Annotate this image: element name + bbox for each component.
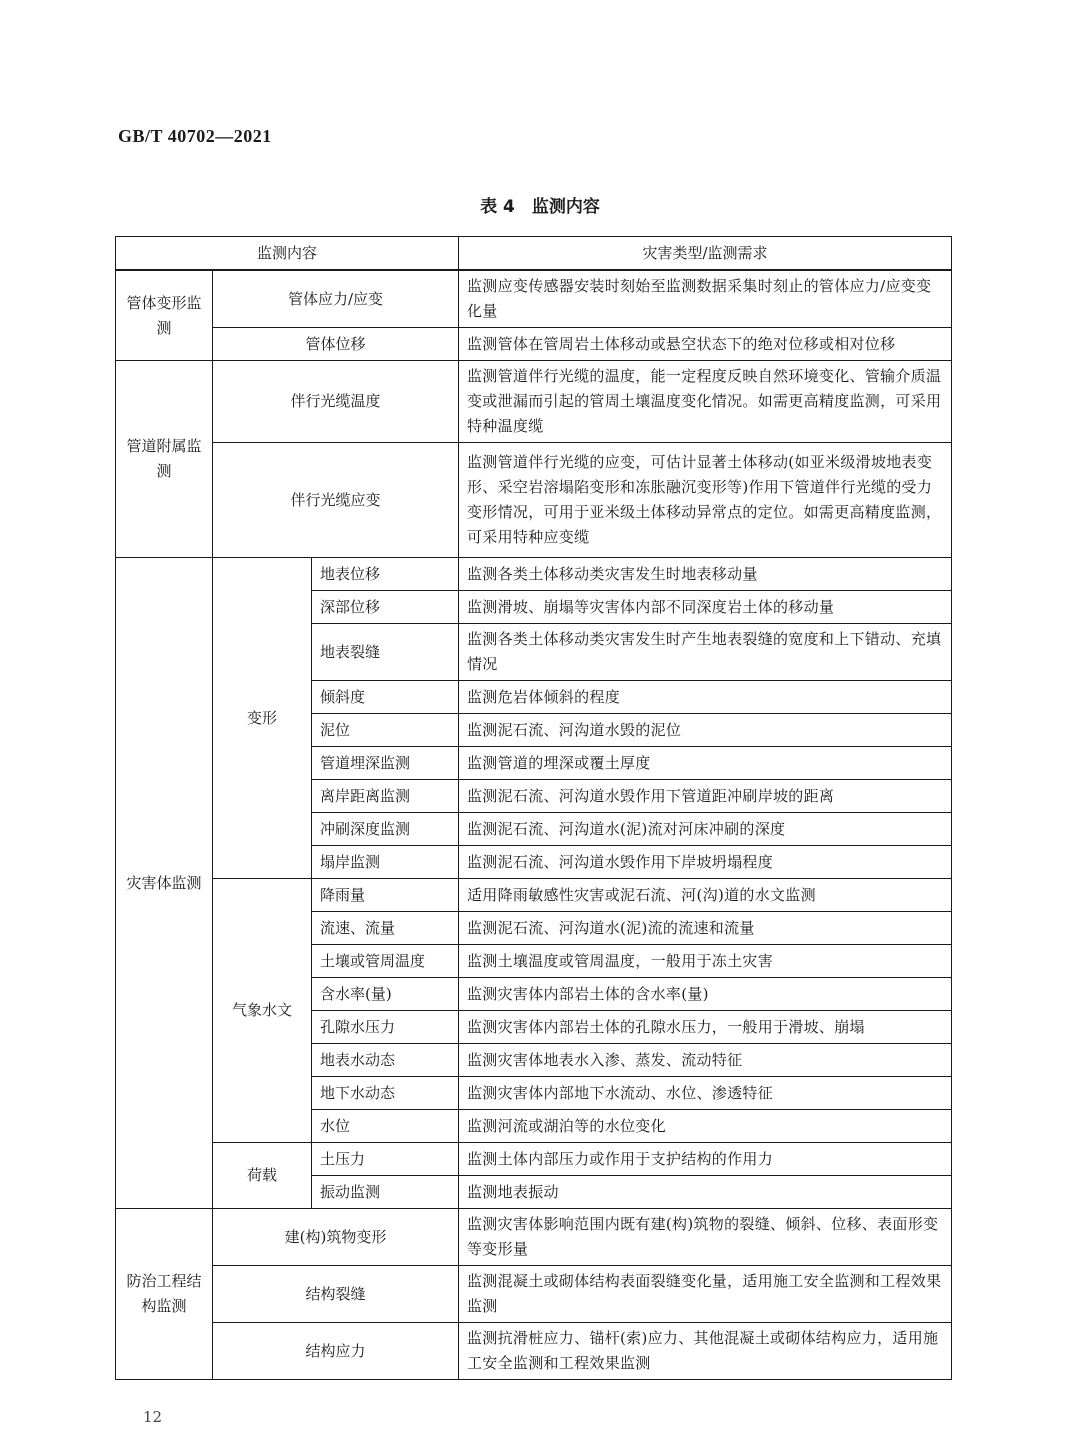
item-cell: 土壤或管周温度 xyxy=(312,945,459,978)
item-cell: 冲刷深度监测 xyxy=(312,813,459,846)
item-cell: 倾斜度 xyxy=(312,681,459,714)
table-row xyxy=(116,1323,952,1380)
category-cell: 防治工程结构监测 xyxy=(116,1209,213,1380)
desc-cell: 监测灾害体内部岩土体的孔隙水压力，一般用于滑坡、崩塌 xyxy=(459,1011,952,1044)
desc-cell: 监测土体内部压力或作用于支护结构的作用力 xyxy=(459,1143,952,1176)
item-cell: 地表位移 xyxy=(312,558,459,591)
table-row xyxy=(116,328,952,361)
desc-cell: 监测地表振动 xyxy=(459,1176,952,1209)
item-cell: 水位 xyxy=(312,1110,459,1143)
header-monitoring-content: 监测内容 xyxy=(116,237,459,271)
desc-cell: 监测危岩体倾斜的程度 xyxy=(459,681,952,714)
item-cell: 降雨量 xyxy=(312,879,459,912)
subcategory-cell: 变形 xyxy=(213,558,312,879)
desc-cell: 监测泥石流、河沟道水毁作用下管道距冲刷岸坡的距离 xyxy=(459,780,952,813)
desc-cell: 监测土壤温度或管周温度，一般用于冻土灾害 xyxy=(459,945,952,978)
desc-cell: 监测灾害体影响范围内既有建(构)筑物的裂缝、倾斜、位移、表面形变等变形量 xyxy=(459,1209,952,1266)
category-cell: 管道附属监测 xyxy=(116,361,213,558)
item-cell: 地表裂缝 xyxy=(312,624,459,681)
table-header-row xyxy=(116,237,952,271)
table-title: 表 4 监测内容 xyxy=(480,197,600,217)
desc-cell: 监测灾害体内部地下水流动、水位、渗透特征 xyxy=(459,1077,952,1110)
table-row xyxy=(116,361,952,443)
item-cell: 管道埋深监测 xyxy=(312,747,459,780)
desc-cell: 监测灾害体地表水入渗、蒸发、流动特征 xyxy=(459,1044,952,1077)
desc-cell: 监测泥石流、河沟道水毁的泥位 xyxy=(459,714,952,747)
desc-cell: 监测应变传感器安装时刻始至监测数据采集时刻止的管体应力/应变变化量 xyxy=(459,270,952,328)
subcategory-cell: 气象水文 xyxy=(213,879,312,1143)
desc-cell: 监测河流或湖泊等的水位变化 xyxy=(459,1110,952,1143)
desc-cell: 监测滑坡、崩塌等灾害体内部不同深度岩土体的移动量 xyxy=(459,591,952,624)
table-row xyxy=(116,1266,952,1323)
table-row xyxy=(116,1209,952,1266)
item-cell: 伴行光缆应变 xyxy=(213,443,459,558)
item-cell: 土压力 xyxy=(312,1143,459,1176)
item-cell: 孔隙水压力 xyxy=(312,1011,459,1044)
item-cell: 结构裂缝 xyxy=(213,1266,459,1323)
standard-code: GB/T 40702—2021 xyxy=(118,126,272,146)
monitoring-content-table xyxy=(115,236,952,1380)
item-cell: 含水率(量) xyxy=(312,978,459,1011)
page-number: 12 xyxy=(143,1408,163,1426)
item-cell: 地下水动态 xyxy=(312,1077,459,1110)
item-cell: 结构应力 xyxy=(213,1323,459,1380)
desc-cell: 监测管道的埋深或覆土厚度 xyxy=(459,747,952,780)
item-cell: 深部位移 xyxy=(312,591,459,624)
category-cell: 灾害体监测 xyxy=(116,558,213,1209)
header-disaster-type: 灾害类型/监测需求 xyxy=(459,237,952,271)
desc-cell: 监测各类土体移动类灾害发生时地表移动量 xyxy=(459,558,952,591)
desc-cell: 监测灾害体内部岩土体的含水率(量) xyxy=(459,978,952,1011)
desc-cell: 监测管道伴行光缆的应变，可估计显著土体移动(如亚米级滑坡地表变形、采空岩溶塌陷变形和冻胀融沉变形等)作用下管道伴行光缆的受力变形情况，可用于亚米级土体移动异常点的定位。如需更高精度监测，可采用特种应变缆 xyxy=(459,443,952,558)
desc-cell: 适用降雨敏感性灾害或泥石流、河(沟)道的水文监测 xyxy=(459,879,952,912)
category-cell: 管体变形监测 xyxy=(116,270,213,361)
table-row xyxy=(116,270,952,328)
desc-cell: 监测泥石流、河沟道水毁作用下岸坡坍塌程度 xyxy=(459,846,952,879)
item-cell: 塌岸监测 xyxy=(312,846,459,879)
desc-cell: 监测管体在管周岩土体移动或悬空状态下的绝对位移或相对位移 xyxy=(459,328,952,361)
table-row xyxy=(116,1143,952,1176)
item-cell: 建(构)筑物变形 xyxy=(213,1209,459,1266)
desc-cell: 监测混凝土或砌体结构表面裂缝变化量，适用施工安全监测和工程效果监测 xyxy=(459,1266,952,1323)
subcategory-cell: 荷载 xyxy=(213,1143,312,1209)
desc-cell: 监测管道伴行光缆的温度，能一定程度反映自然环境变化、管输介质温变或泄漏而引起的管周土壤温度变化情况。如需更高精度监测，可采用特种温度缆 xyxy=(459,361,952,443)
item-cell: 离岸距离监测 xyxy=(312,780,459,813)
desc-cell: 监测泥石流、河沟道水(泥)流对河床冲刷的深度 xyxy=(459,813,952,846)
table-row xyxy=(116,443,952,558)
desc-cell: 监测抗滑桩应力、锚杆(索)应力、其他混凝土或砌体结构应力，适用施工安全监测和工程效果监测 xyxy=(459,1323,952,1380)
item-cell: 管体应力/应变 xyxy=(213,270,459,328)
table-row xyxy=(116,558,952,591)
item-cell: 伴行光缆温度 xyxy=(213,361,459,443)
item-cell: 流速、流量 xyxy=(312,912,459,945)
item-cell: 管体位移 xyxy=(213,328,459,361)
desc-cell: 监测泥石流、河沟道水(泥)流的流速和流量 xyxy=(459,912,952,945)
item-cell: 振动监测 xyxy=(312,1176,459,1209)
table-row xyxy=(116,879,952,912)
item-cell: 泥位 xyxy=(312,714,459,747)
desc-cell: 监测各类土体移动类灾害发生时产生地表裂缝的宽度和上下错动、充填情况 xyxy=(459,624,952,681)
item-cell: 地表水动态 xyxy=(312,1044,459,1077)
